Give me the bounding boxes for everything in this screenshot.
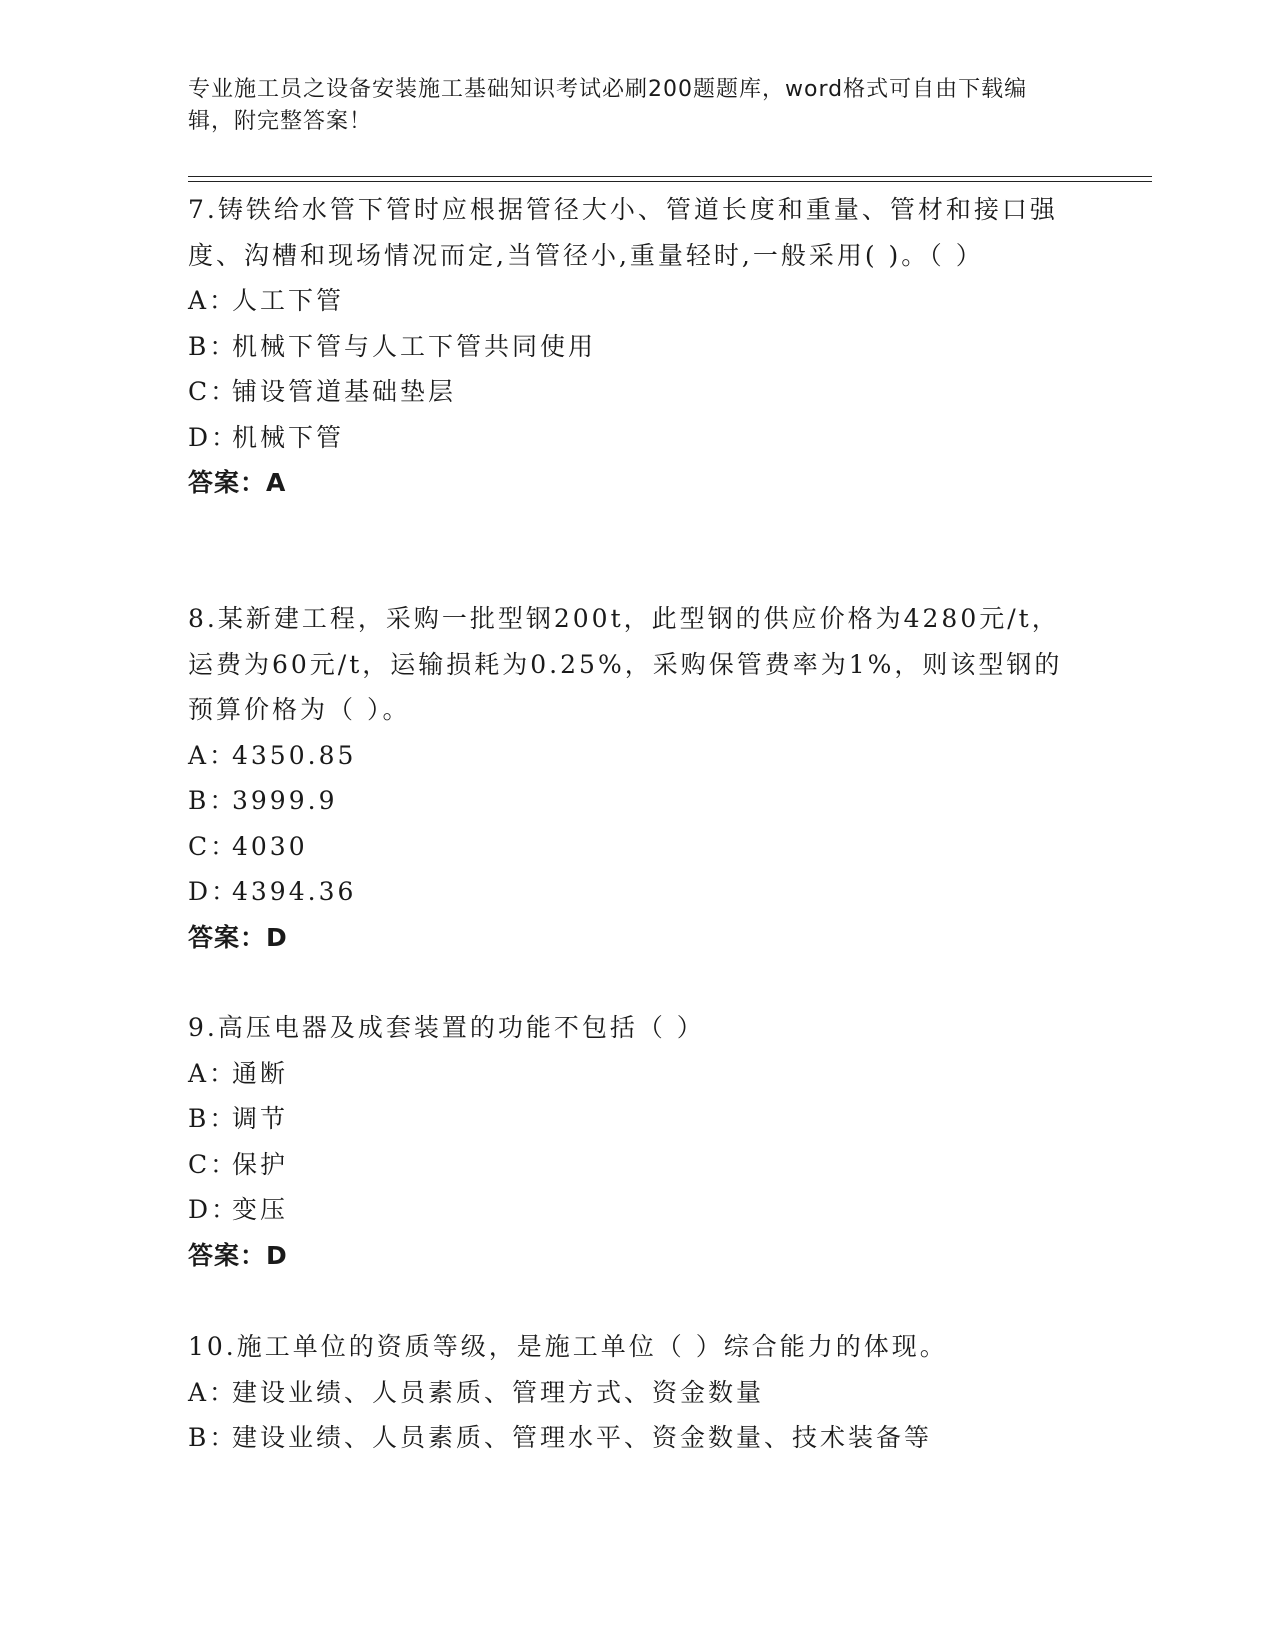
answer-line: 答案：D [188, 1240, 288, 1270]
option-key: C： [188, 831, 239, 861]
option-key: B： [188, 1423, 238, 1452]
option-text: 铺设管道基础垫层 [232, 377, 457, 406]
question-9 [188, 1005, 1068, 1278]
option-text: 建设业绩、人员素质、管理水平、资金数量、技术装备等 [232, 1423, 933, 1452]
option-text: 4030 [232, 831, 308, 861]
document-header: 专业施工员之设备安装施工基础知识考试必刷200题题库，word格式可自由下载编辑，附完整答案！ [188, 77, 1028, 134]
option-text: 3999.9 [232, 786, 338, 815]
option-text: 4350.85 [232, 740, 357, 770]
option-a [188, 278, 1068, 324]
option-c [188, 369, 1068, 415]
option-text: 人工下管 [232, 286, 345, 315]
option-key: B： [188, 786, 238, 815]
option-text: 机械下管 [232, 422, 345, 452]
option-text: 通断 [232, 1058, 289, 1088]
option-key: D： [188, 422, 240, 452]
question-stem: 9.高压电器及成套装置的功能不包括（ ） [188, 1013, 705, 1042]
question-stem: 8.某新建工程，采购一批型钢200t，此型钢的供应价格为4280元/t，运费为60元/t，运输损耗为0.25%，采购保管费率为1%，则该型钢的预算价格为（ ）。 [188, 604, 1063, 724]
option-text: 保护 [232, 1149, 289, 1179]
option-a [188, 1370, 1068, 1416]
option-key: A： [188, 1058, 238, 1088]
option-b [188, 1096, 1068, 1142]
header-divider [188, 176, 1152, 177]
option-a [188, 733, 1068, 779]
option-a [188, 1051, 1068, 1097]
option-key: A： [188, 740, 238, 770]
option-key: A： [188, 286, 238, 315]
option-b [188, 324, 1068, 370]
option-d [188, 1187, 1068, 1233]
option-text: 建设业绩、人员素质、管理方式、资金数量 [232, 1377, 765, 1407]
option-key: C： [188, 377, 239, 406]
option-key: B： [188, 1104, 238, 1133]
question-stem: 10.施工单位的资质等级，是施工单位（ ）综合能力的体现。 [188, 1332, 948, 1361]
option-key: D： [188, 877, 240, 906]
answer-line: 答案：D [188, 922, 288, 952]
question-8 [188, 596, 1068, 960]
answer-line: 答案：A [188, 468, 287, 497]
option-b [188, 778, 1068, 824]
question-7 [188, 187, 1068, 506]
question-stem: 7.铸铁给水管下管时应根据管径大小、管道长度和重量、管材和接口强度、沟槽和现场情况而定,当管径小,重量轻时,一般采用( )。（ ） [188, 195, 1058, 270]
option-d [188, 869, 1068, 915]
option-b [188, 1415, 1068, 1461]
option-c [188, 824, 1068, 870]
option-key: D： [188, 1195, 240, 1224]
option-key: B： [188, 331, 238, 361]
option-text: 调节 [232, 1104, 289, 1133]
option-text: 变压 [232, 1195, 289, 1224]
option-d [188, 415, 1068, 461]
option-text: 机械下管与人工下管共同使用 [232, 331, 597, 361]
option-c [188, 1142, 1068, 1188]
option-text: 4394.36 [232, 877, 357, 906]
option-key: C： [188, 1149, 239, 1179]
question-10 [188, 1324, 1068, 1461]
option-key: A： [188, 1377, 238, 1407]
header-divider [188, 181, 1152, 182]
